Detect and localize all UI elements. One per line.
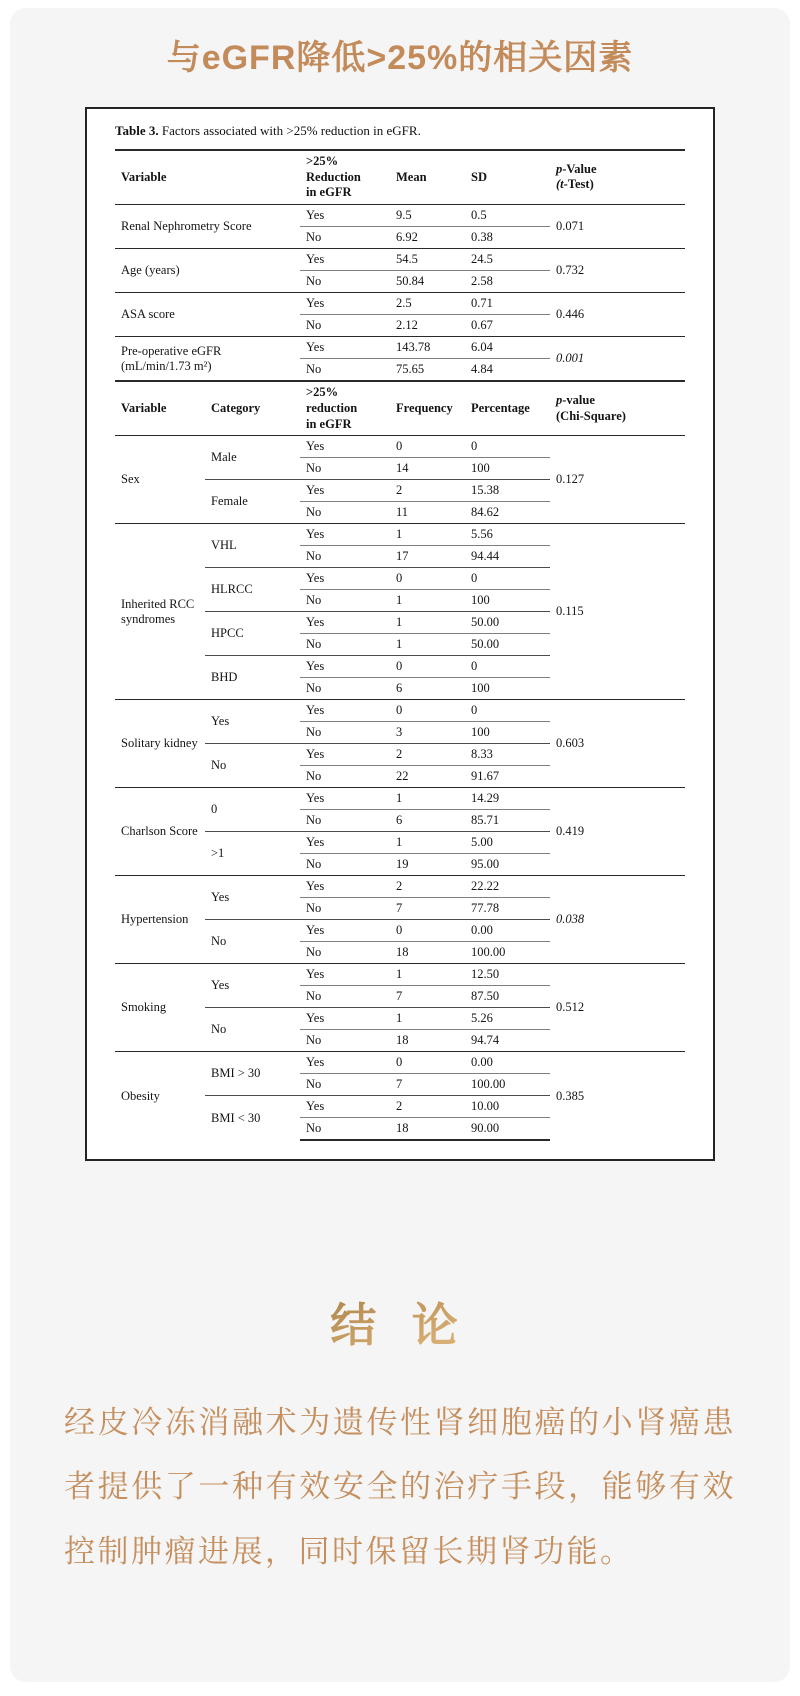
mean-cell: 2.5 <box>390 292 465 314</box>
reduction-cell: No <box>300 854 390 876</box>
header-line: >25% Reduction <box>306 154 361 184</box>
category-cell: No <box>205 920 300 964</box>
percentage-cell: 90.00 <box>465 1118 550 1140</box>
reduction-cell: No <box>300 546 390 568</box>
category-cell: Male <box>205 436 300 480</box>
reduction-cell: Yes <box>300 292 390 314</box>
category-cell: Yes <box>205 964 300 1008</box>
frequency-cell: 18 <box>390 942 465 964</box>
reduction-cell: No <box>300 634 390 656</box>
sd-cell: 2.58 <box>465 270 550 292</box>
table-row <box>115 292 685 314</box>
percentage-cell: 100 <box>465 678 550 700</box>
p-value-cell: 0.512 <box>550 964 685 1052</box>
reduction-cell: No <box>300 502 390 524</box>
percentage-cell: 22.22 <box>465 876 550 898</box>
category-cell: HLRCC <box>205 568 300 612</box>
ttest-header-variable <box>115 150 300 204</box>
frequency-cell: 0 <box>390 436 465 458</box>
percentage-cell: 77.78 <box>465 898 550 920</box>
chisq-body <box>115 436 685 1140</box>
frequency-cell: 7 <box>390 1074 465 1096</box>
p-value-cell: 0.071 <box>550 204 685 248</box>
percentage-cell: 0 <box>465 568 550 590</box>
category-cell: Female <box>205 480 300 524</box>
reduction-cell: Yes <box>300 788 390 810</box>
frequency-cell: 2 <box>390 876 465 898</box>
mean-cell: 9.5 <box>390 204 465 226</box>
sd-cell: 6.04 <box>465 336 550 358</box>
frequency-cell: 14 <box>390 458 465 480</box>
percentage-cell: 87.50 <box>465 986 550 1008</box>
percentage-cell: 14.29 <box>465 788 550 810</box>
percentage-cell: 0.00 <box>465 1052 550 1074</box>
percentage-cell: 84.62 <box>465 502 550 524</box>
chisq-header-variable <box>115 381 205 435</box>
sd-cell: 0.38 <box>465 226 550 248</box>
header-line: Category <box>211 401 261 415</box>
variable-cell: Solitary kidney <box>115 700 205 788</box>
header-line: SD <box>471 169 487 184</box>
reduction-cell: Yes <box>300 964 390 986</box>
header-line: Variable <box>121 169 167 184</box>
category-cell: VHL <box>205 524 300 568</box>
variable-cell: Inherited RCC syndromes <box>115 524 205 700</box>
percentage-cell: 0 <box>465 436 550 458</box>
table-row <box>115 876 685 898</box>
percentage-cell: 100.00 <box>465 1074 550 1096</box>
variable-cell: Renal Nephrometry Score <box>115 204 300 248</box>
ttest-table <box>115 149 685 380</box>
percentage-cell: 5.56 <box>465 524 550 546</box>
percentage-cell: 94.44 <box>465 546 550 568</box>
frequency-cell: 0 <box>390 568 465 590</box>
category-cell: BHD <box>205 656 300 700</box>
header-line: Frequency <box>396 401 453 415</box>
reduction-cell: No <box>300 986 390 1008</box>
p-value-cell: 0.001 <box>550 336 685 380</box>
percentage-cell: 0 <box>465 656 550 678</box>
chisq-header-frequency <box>390 381 465 435</box>
percentage-cell: 10.00 <box>465 1096 550 1118</box>
reduction-cell: No <box>300 358 390 380</box>
frequency-cell: 1 <box>390 1008 465 1030</box>
sd-cell: 4.84 <box>465 358 550 380</box>
percentage-cell: 15.38 <box>465 480 550 502</box>
reduction-cell: Yes <box>300 1008 390 1030</box>
chisq-header-pvalue <box>550 381 685 435</box>
mean-cell: 54.5 <box>390 248 465 270</box>
category-cell: No <box>205 1008 300 1052</box>
frequency-cell: 1 <box>390 524 465 546</box>
frequency-cell: 0 <box>390 920 465 942</box>
frequency-cell: 0 <box>390 1052 465 1074</box>
reduction-cell: Yes <box>300 524 390 546</box>
frequency-cell: 2 <box>390 744 465 766</box>
reduction-cell: Yes <box>300 700 390 722</box>
reduction-cell: No <box>300 678 390 700</box>
variable-cell: Sex <box>115 436 205 524</box>
reduction-cell: No <box>300 590 390 612</box>
frequency-cell: 6 <box>390 810 465 832</box>
mean-cell: 50.84 <box>390 270 465 292</box>
reduction-cell: No <box>300 766 390 788</box>
reduction-cell: Yes <box>300 436 390 458</box>
header-line: p-Value <box>556 161 597 176</box>
reduction-cell: No <box>300 942 390 964</box>
category-cell: 0 <box>205 788 300 832</box>
frequency-cell: 7 <box>390 898 465 920</box>
reduction-cell: No <box>300 722 390 744</box>
frequency-cell: 6 <box>390 678 465 700</box>
header-line: Mean <box>396 169 427 184</box>
content-panel <box>10 8 790 1682</box>
p-value-cell: 0.038 <box>550 876 685 964</box>
reduction-cell: No <box>300 898 390 920</box>
page-title: 与eGFR降低>25%的相关因素 <box>166 39 634 77</box>
percentage-cell: 94.74 <box>465 1030 550 1052</box>
variable-cell: Pre-operative eGFR (mL/min/1.73 m²) <box>115 336 300 380</box>
reduction-cell: Yes <box>300 744 390 766</box>
table-row <box>115 700 685 722</box>
ttest-header-sd <box>465 150 550 204</box>
percentage-cell: 100 <box>465 590 550 612</box>
reduction-cell: Yes <box>300 832 390 854</box>
frequency-cell: 3 <box>390 722 465 744</box>
reduction-cell: Yes <box>300 204 390 226</box>
reduction-cell: Yes <box>300 1052 390 1074</box>
reduction-cell: Yes <box>300 656 390 678</box>
percentage-cell: 85.71 <box>465 810 550 832</box>
chisq-header-category <box>205 381 300 435</box>
reduction-cell: Yes <box>300 920 390 942</box>
variable-cell: ASA score <box>115 292 300 336</box>
p-value-cell: 0.115 <box>550 524 685 700</box>
percentage-cell: 50.00 <box>465 634 550 656</box>
frequency-cell: 7 <box>390 986 465 1008</box>
chisq-header-reduction <box>300 381 390 435</box>
header-line: in eGFR <box>306 416 352 431</box>
reduction-cell: Yes <box>300 336 390 358</box>
table-caption-label: Table 3. <box>115 123 159 138</box>
percentage-cell: 95.00 <box>465 854 550 876</box>
category-cell: HPCC <box>205 612 300 656</box>
header-line: p-value <box>556 393 595 408</box>
table-row <box>115 204 685 226</box>
chisq-header-percentage <box>465 381 550 435</box>
variable-cell: Smoking <box>115 964 205 1052</box>
variable-cell: Age (years) <box>115 248 300 292</box>
percentage-cell: 91.67 <box>465 766 550 788</box>
chisq-header-row <box>115 381 685 435</box>
frequency-cell: 0 <box>390 700 465 722</box>
variable-cell: Hypertension <box>115 876 205 964</box>
conclusion-heading: 结 论 <box>10 1289 790 1355</box>
reduction-cell: No <box>300 1118 390 1140</box>
frequency-cell: 1 <box>390 612 465 634</box>
ttest-header-row <box>115 150 685 204</box>
variable-cell: Charlson Score <box>115 788 205 876</box>
ttest-header-mean <box>390 150 465 204</box>
frequency-cell: 18 <box>390 1118 465 1140</box>
category-cell: BMI < 30 <box>205 1096 300 1140</box>
ttest-header-pvalue <box>550 150 685 204</box>
category-cell: Yes <box>205 876 300 920</box>
frequency-cell: 11 <box>390 502 465 524</box>
mean-cell: 2.12 <box>390 314 465 336</box>
percentage-cell: 50.00 <box>465 612 550 634</box>
header-line: Variable <box>121 401 167 415</box>
table-row <box>115 788 685 810</box>
frequency-cell: 2 <box>390 480 465 502</box>
reduction-cell: No <box>300 1074 390 1096</box>
reduction-cell: No <box>300 1030 390 1052</box>
reduction-cell: No <box>300 458 390 480</box>
reduction-cell: No <box>300 810 390 832</box>
header-line: Percentage <box>471 401 530 415</box>
header-line: (t-Test) <box>556 177 594 192</box>
percentage-cell: 12.50 <box>465 964 550 986</box>
conclusion-paragraph: 经皮冷冻消融术为遗传性肾细胞癌的小肾癌患者提供了一种有效安全的治疗手段，能够有效控制肿瘤进展，同时保留长期肾功能。 <box>64 1404 736 1569</box>
sd-cell: 24.5 <box>465 248 550 270</box>
frequency-cell: 1 <box>390 964 465 986</box>
p-value-cell: 0.603 <box>550 700 685 788</box>
reduction-cell: Yes <box>300 876 390 898</box>
sd-cell: 0.67 <box>465 314 550 336</box>
table-caption <box>115 123 685 139</box>
p-value-cell: 0.732 <box>550 248 685 292</box>
category-cell: Yes <box>205 700 300 744</box>
percentage-cell: 8.33 <box>465 744 550 766</box>
ttest-body <box>115 204 685 380</box>
percentage-cell: 0.00 <box>465 920 550 942</box>
frequency-cell: 19 <box>390 854 465 876</box>
frequency-cell: 0 <box>390 656 465 678</box>
frequency-cell: 17 <box>390 546 465 568</box>
variable-cell: Obesity <box>115 1052 205 1140</box>
table-row <box>115 336 685 358</box>
table-row <box>115 524 685 546</box>
table-caption-text: Factors associated with >25% reduction in eGFR. <box>158 123 421 138</box>
table-row <box>115 436 685 458</box>
percentage-cell: 5.26 <box>465 1008 550 1030</box>
p-value-cell: 0.446 <box>550 292 685 336</box>
frequency-cell: 1 <box>390 832 465 854</box>
p-value-cell: 0.385 <box>550 1052 685 1140</box>
percentage-cell: 0 <box>465 700 550 722</box>
frequency-cell: 22 <box>390 766 465 788</box>
ttest-header-reduction <box>300 150 390 204</box>
header-line: in eGFR <box>306 185 352 200</box>
reduction-cell: Yes <box>300 612 390 634</box>
category-cell: No <box>205 744 300 788</box>
mean-cell: 75.65 <box>390 358 465 380</box>
mean-cell: 143.78 <box>390 336 465 358</box>
percentage-cell: 100.00 <box>465 942 550 964</box>
frequency-cell: 18 <box>390 1030 465 1052</box>
header-line: >25% reduction <box>306 385 358 415</box>
reduction-cell: No <box>300 314 390 336</box>
sd-cell: 0.5 <box>465 204 550 226</box>
percentage-cell: 100 <box>465 722 550 744</box>
reduction-cell: Yes <box>300 568 390 590</box>
table-card <box>85 107 715 1161</box>
p-value-cell: 0.127 <box>550 436 685 524</box>
table-row <box>115 1052 685 1074</box>
table-row <box>115 964 685 986</box>
frequency-cell: 1 <box>390 590 465 612</box>
frequency-cell: 1 <box>390 788 465 810</box>
mean-cell: 6.92 <box>390 226 465 248</box>
header-line: (Chi-Square) <box>556 408 626 423</box>
reduction-cell: Yes <box>300 1096 390 1118</box>
frequency-cell: 1 <box>390 634 465 656</box>
category-cell: BMI > 30 <box>205 1052 300 1096</box>
reduction-cell: Yes <box>300 480 390 502</box>
percentage-cell: 100 <box>465 458 550 480</box>
frequency-cell: 2 <box>390 1096 465 1118</box>
chisq-table <box>115 380 685 1140</box>
table-row <box>115 248 685 270</box>
reduction-cell: No <box>300 226 390 248</box>
reduction-cell: No <box>300 270 390 292</box>
category-cell: >1 <box>205 832 300 876</box>
p-value-cell: 0.419 <box>550 788 685 876</box>
reduction-cell: Yes <box>300 248 390 270</box>
percentage-cell: 5.00 <box>465 832 550 854</box>
sd-cell: 0.71 <box>465 292 550 314</box>
